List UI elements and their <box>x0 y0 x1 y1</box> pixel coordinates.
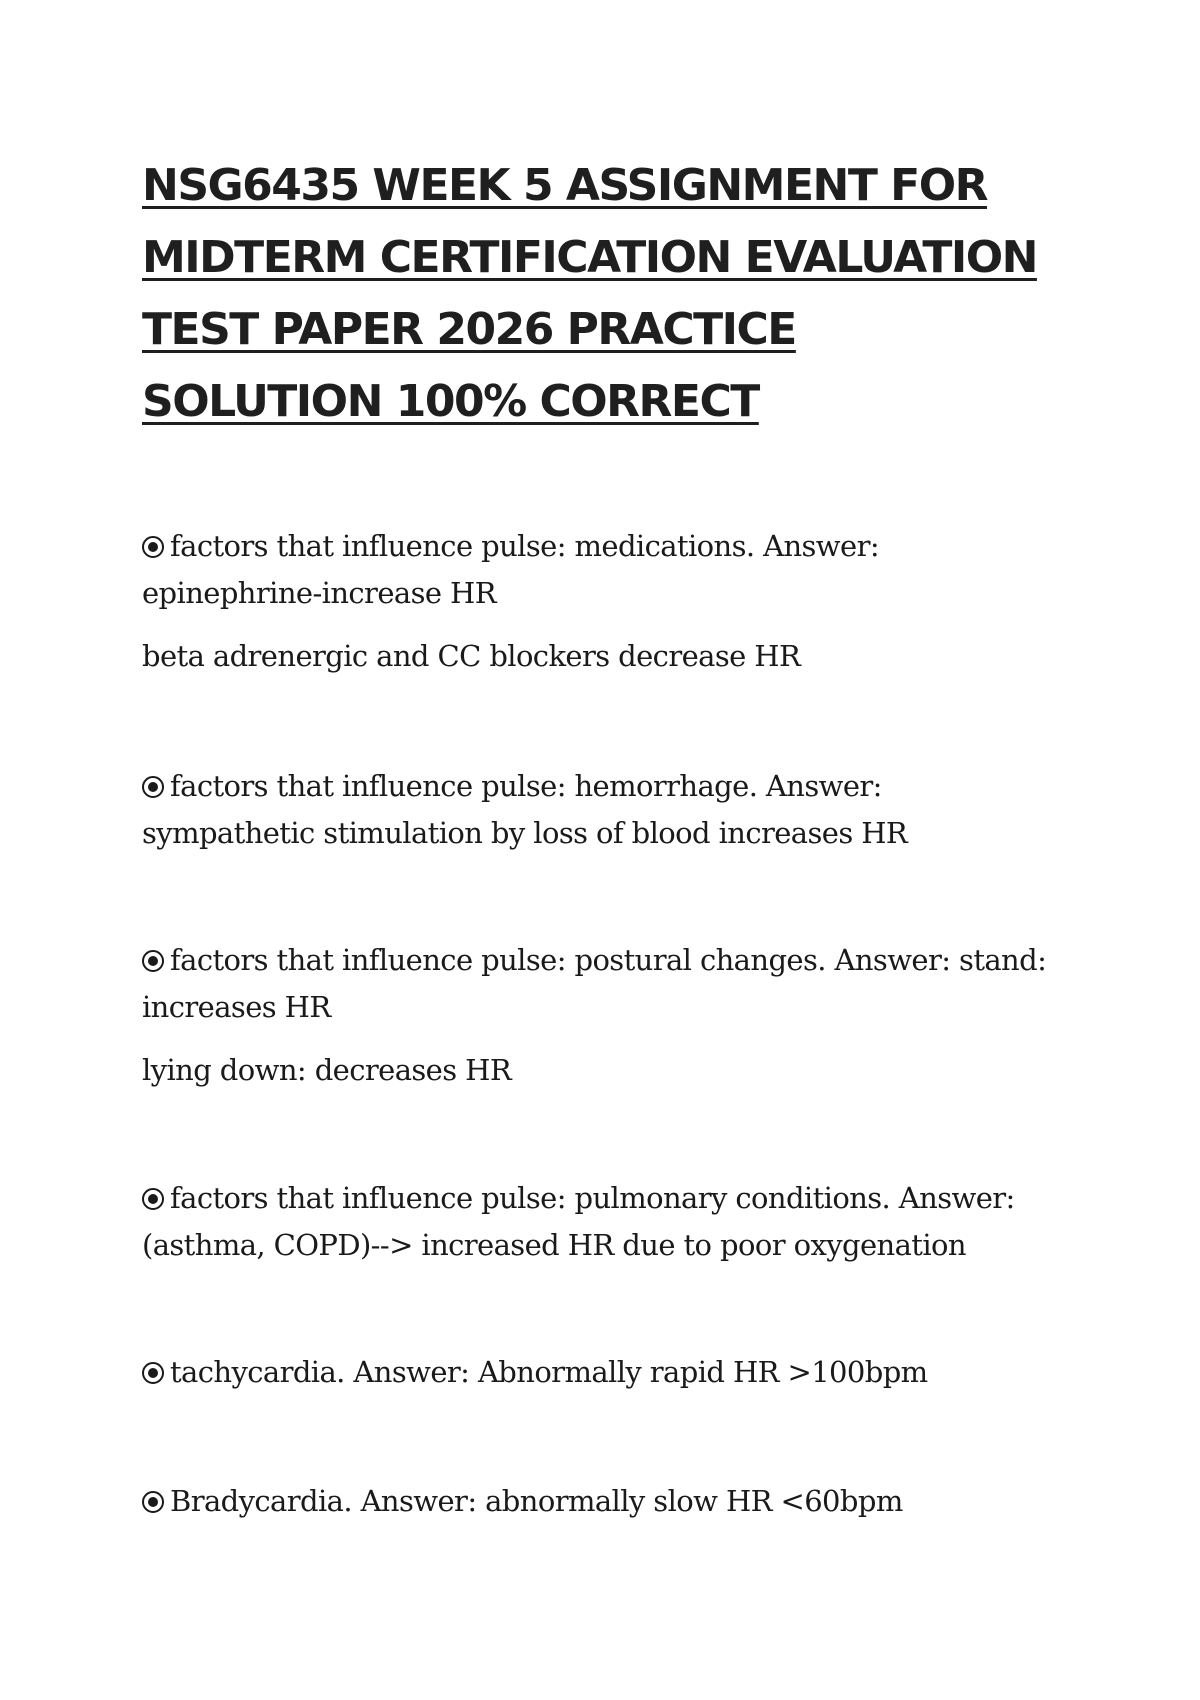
qa-question <box>142 937 1062 1031</box>
qa-question <box>142 523 1062 617</box>
qa-item-pulmonary-conditions <box>142 1175 1062 1269</box>
qa-text: factors that influence pulse: pulmonary conditions. Answer: (asthma, COPD)--> increased HR due to poor oxygenation <box>142 1181 1015 1262</box>
qa-question <box>142 1175 1062 1269</box>
qa-text: tachycardia. Answer: Abnormally rapid HR >100bpm <box>170 1355 928 1389</box>
qa-item-postural-changes <box>142 937 1062 1094</box>
fisheye-bullet-icon <box>142 1188 164 1210</box>
fisheye-bullet-icon <box>142 776 164 798</box>
qa-text: Bradycardia. Answer: abnormally slow HR <60bpm <box>170 1484 903 1518</box>
document-title: NSG6435 WEEK 5 ASSIGNMENT FOR MIDTERM CERTIFICATION EVALUATION TEST PAPER 2026 PRACTICE SOLUTION 100% CORRECT <box>142 160 1037 427</box>
qa-text: factors that influence pulse: medications. Answer: epinephrine-increase HR <box>142 529 880 610</box>
fisheye-bullet-icon <box>142 1362 164 1384</box>
qa-item-bradycardia <box>142 1478 1062 1525</box>
fisheye-bullet-icon <box>142 950 164 972</box>
fisheye-bullet-icon <box>142 536 164 558</box>
qa-question <box>142 1478 1062 1525</box>
qa-text: factors that influence pulse: postural changes. Answer: stand: increases HR <box>142 943 1047 1024</box>
qa-question <box>142 763 1062 857</box>
qa-question <box>142 1349 1062 1396</box>
qa-extra-text: beta adrenergic and CC blockers decrease HR <box>142 639 801 673</box>
qa-item-medications <box>142 523 1062 680</box>
fisheye-bullet-icon <box>142 1491 164 1513</box>
qa-extra-text: lying down: decreases HR <box>142 1053 512 1087</box>
qa-item-tachycardia <box>142 1349 1062 1396</box>
qa-item-hemorrhage <box>142 763 1062 857</box>
qa-text: factors that influence pulse: hemorrhage. Answer: sympathetic stimulation by loss of blood increases HR <box>142 769 908 850</box>
